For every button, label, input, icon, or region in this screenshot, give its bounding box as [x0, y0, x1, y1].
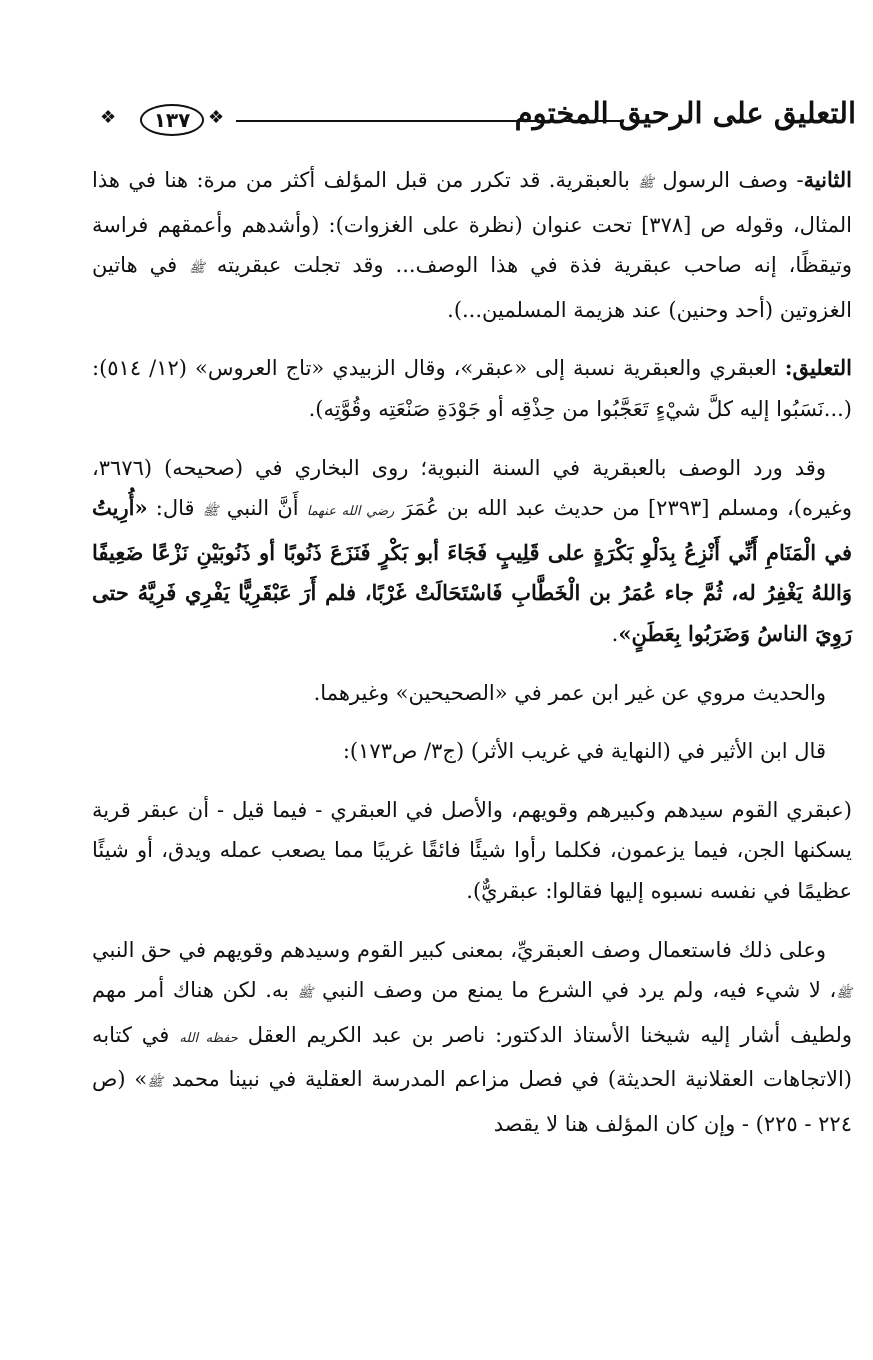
salawat-honorific: ﷺ	[638, 176, 655, 191]
paragraph-commentary	[92, 348, 852, 429]
right-ornament-icon: ❖	[208, 107, 225, 128]
salawat-honorific: ﷺ	[147, 1075, 163, 1091]
text: (عبقري القوم سيدهم وكبيرهم وقويهم، والأصل في العبقري - فيما قيل - أن عبقر قرية يسكنها الجن، فيما يزعمون، فكلما رأوا شيئًا فائقًا غريبًا مما يصعب عمله ويدق، أو شيئًا عظيمًا في نفسه نسبوه إليها فقالوا: عبقريٌّ).	[92, 797, 852, 903]
text: أَنَّ النبي	[218, 496, 307, 521]
text: قال ابن الأثير في (النهاية في غريب الأثر) (ج٣/ ص١٧٣):	[342, 739, 826, 764]
hafizahullah-honorific: حفظه الله	[179, 1030, 238, 1046]
text: العبقري والعبقرية نسبة إلى «عبقر»، وقال الزبيدي «تاج العروس» (١٢/ ٥١٤): (...نَسَبُوا إليه كلَّ شيْءٍ تَعَجَّبُوا من حِذْقِه أو جَوْدَةِ صَنْعَتِه وقُوَّتِه).	[92, 356, 852, 421]
paragraph-conclusion	[92, 930, 852, 1145]
text: في هاتين الغزوتين (أحد وحنين) عند هزيمة المسلمين...).	[92, 253, 852, 322]
text: » (ص ٢٢٤ - ٢٢٥) - وإن كان المؤلف هنا لا يقصد	[92, 1067, 852, 1136]
salawat-honorific: ﷺ	[836, 986, 852, 1002]
salawat-honorific: ﷺ	[297, 986, 314, 1002]
text: في كتابه (الاتجاهات العقلانية الحديثة) في فصل مزاعم المدرسة العقلية في نبينا محمد	[92, 1022, 852, 1092]
paragraph-narration-note	[92, 673, 852, 714]
page-number: ١٣٧	[140, 104, 204, 136]
text: ، لا شيء فيه، ولم يرد في الشرع ما يمنع من وصف النبي	[313, 978, 837, 1003]
salawat-honorific: ﷺ	[189, 261, 205, 277]
radiallah-honorific: رضي الله عنهما	[306, 504, 395, 520]
paragraph-quote-nihaya	[92, 790, 852, 912]
page-header	[96, 92, 856, 142]
left-ornament-icon: ❖	[100, 107, 117, 128]
paragraph-second-point	[92, 160, 852, 330]
salawat-honorific: ﷺ	[202, 504, 219, 520]
text: والحديث مروي عن غير ابن عمر في «الصحيحين» وغيرهما.	[313, 680, 826, 705]
header-rule	[236, 120, 624, 122]
text: وعلى ذلك فاستعمال وصف العبقريِّ، بمعنى كبير القوم وسيدهم وقويهم في حق النبي	[92, 937, 826, 962]
text: بالعبقرية. قد تكرر من قبل المؤلف أكثر من مرة: هنا في هذا المثال، وقوله ص [٣٧٨] تحت عنوان (نظرة على الغزوات): (وأشدهم وأعمقهم فراسة وتيقظًا، إنه صاحب عبقرية فذة في هذا الوصف... وقد تجلت عبقريته	[92, 168, 853, 278]
text: .	[611, 621, 619, 646]
running-title: التعليق على الرحيق المختوم	[514, 96, 856, 130]
hadith-quote: «أُرِيتُ في الْمَنَامِ أَنِّي أَنْزِعُ بِدَلْوِ بَكْرَةٍ على قَلِيبٍ فَجَاءَ أبو بَكْرٍ فَنَزَعَ ذَنُوبًا أو ذَنُوبَيْنِ نَزْعًا ضَعِيفًا وَاللهُ يَغْفِرُ له، ثُمَّ جاء عُمَرُ بن الْخَطَّابِ فَاسْتَحَالَتْ غَرْبًا، فلم أَرَ عَبْقَرِيًّا يَفْرِي فَرِيَّهُ حتى رَوِيَ الناسُ وَضَرَبُوا بِعَطَنٍ»	[92, 495, 852, 646]
text: وقد ورد الوصف بالعبقرية في السنة النبوية؛ روى البخاري في (صحيحه) (٣٦٧٦، وغيره)، ومسلم [٢٣٩٣] من حديث عبد الله بن عُمَرَ	[92, 455, 852, 521]
paragraph-hadith	[92, 448, 852, 655]
text: - وصف الرسول	[654, 168, 804, 192]
text: قال:	[147, 496, 203, 521]
heading-commentary: التعليق:	[784, 355, 852, 381]
text: به. لكن هناك أمر مهم ولطيف أشار إليه شيخنا الأستاذ الدكتور: ناصر بن عبد الكريم العقل	[92, 978, 852, 1047]
heading-second: الثانية	[803, 167, 852, 192]
paragraph-ibn-athir	[92, 731, 852, 772]
page-number-ornament	[96, 100, 236, 140]
body-text	[92, 160, 852, 1162]
